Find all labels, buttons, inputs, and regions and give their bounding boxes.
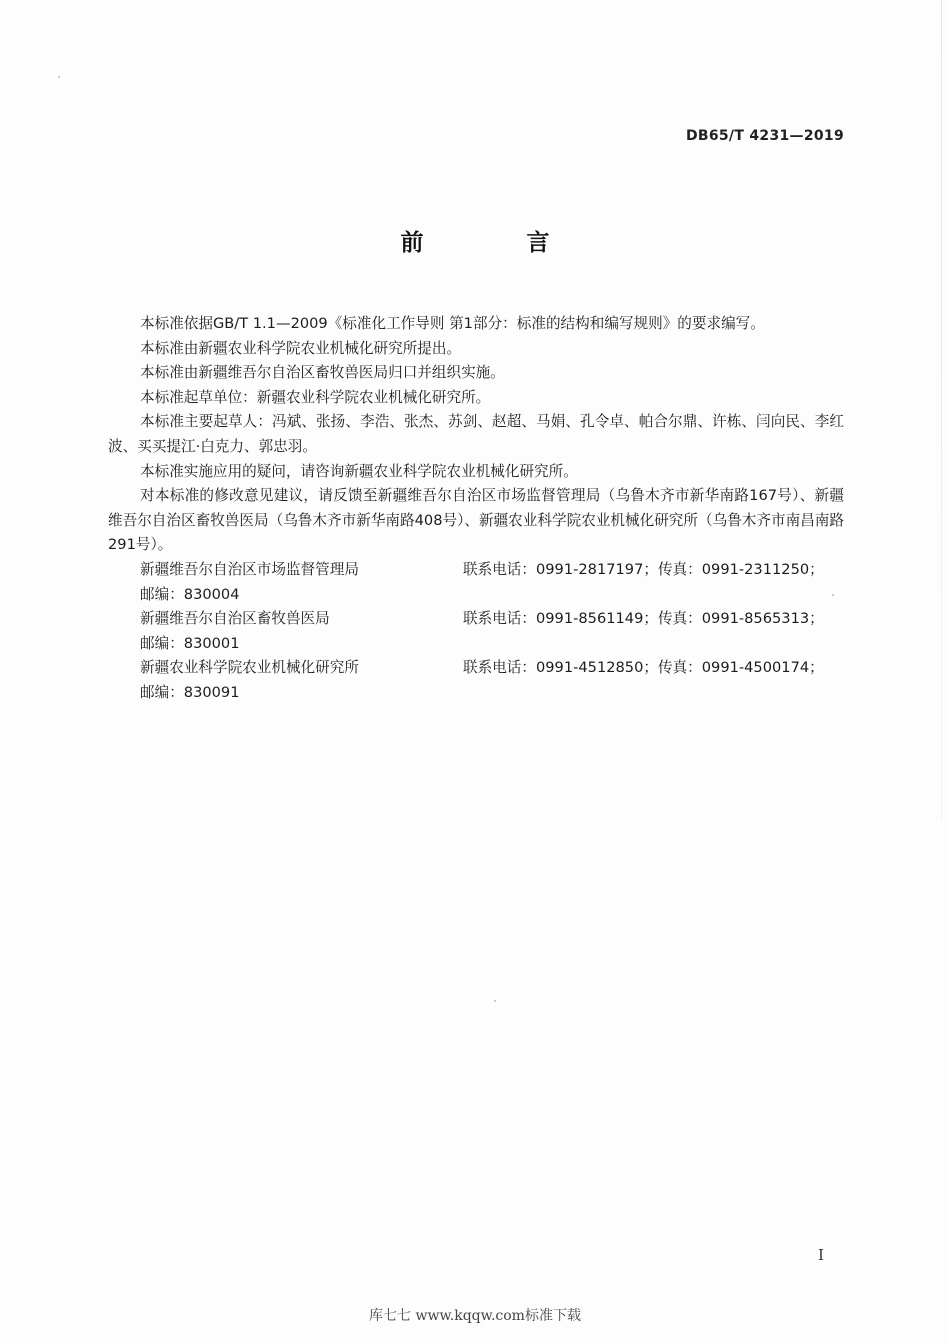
contact-row [108,558,844,583]
contact-row [108,656,844,681]
contact-postcode: 邮编：830001 [140,634,240,652]
contact-info: 联系电话：0991-8561149；传真：0991-8565313； [463,610,824,628]
foreword-body [108,312,844,706]
paragraph-administrator: 本标准由新疆维吾尔自治区畜牧兽医局归口并组织实施。 [140,364,505,382]
contact-postcode: 邮编：830091 [140,683,240,701]
contact-info: 联系电话：0991-2817197；传真：0991-2311250； [463,560,824,578]
footer-watermark: 库七七 www.kqqw.com标准下载 [369,1308,581,1324]
paragraph-drafting-unit: 本标准起草单位：新疆农业科学院农业机械化研究所。 [140,388,491,406]
paragraph-proposer: 本标准由新疆农业科学院农业机械化研究所提出。 [140,339,462,357]
paragraph-inquiries: 本标准实施应用的疑问，请咨询新疆农业科学院农业机械化研究所。 [140,462,578,480]
paragraph-drafters: 本标准主要起草人：冯斌、张扬、李浩、张杰、苏剑、赵超、马娟、孔令卓、帕合尔鼎、许栋、闫向民、李红波、买买提江·白克力、郭忠羽。 [108,413,844,455]
contact-info: 联系电话：0991-4512850；传真：0991-4500174； [463,659,824,677]
contact-row [108,607,844,632]
contact-org: 新疆维吾尔自治区畜牧兽医局 [140,610,330,628]
contact-org: 新疆农业科学院农业机械化研究所 [140,659,359,677]
contact-postcode: 邮编：830004 [140,585,240,603]
paragraph-basis: 本标准依据GB/T 1.1—2009《标准化工作导则 第1部分：标准的结构和编写规则》的要求编写。 [140,315,765,332]
contact-org: 新疆维吾尔自治区市场监督管理局 [140,560,359,578]
scan-speck [494,1000,496,1002]
scan-edge-line [941,0,942,820]
paragraph-feedback: 对本标准的修改意见建议，请反馈至新疆维吾尔自治区市场监督管理局（乌鲁木齐市新华南路167号）、新疆维吾尔自治区畜牧兽医局（乌鲁木齐市新华南路408号）、新疆农业科学院农业机械化研究所（乌鲁木齐市南昌南路291号）。 [108,487,844,554]
page-title: 前 言 [400,230,590,256]
standard-code: DB65/T 4231—2019 [685,128,844,144]
page-number: I [818,1246,824,1264]
scan-speck [58,76,60,78]
